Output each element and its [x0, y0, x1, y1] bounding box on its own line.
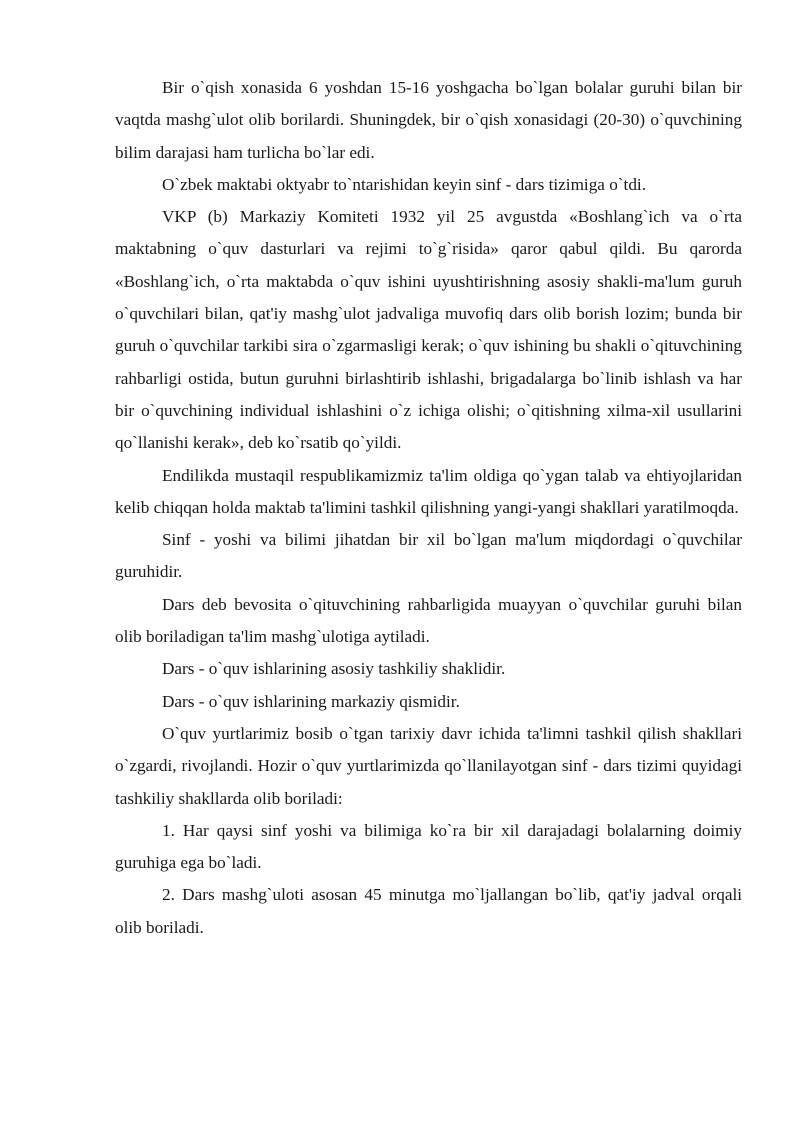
list-item-2: 2. Dars mashg`uloti asosan 45 minutga mo`ljallangan bo`lib, qat'iy jadval orqali olib boriladi. [115, 885, 742, 937]
paragraph-lesson-definition: Dars deb bevosita o`qituvchining rahbarligida muayyan o`quvchilar guruhi bilan olib boriladigan ta'lim mashg`ulotiga aytiladi. [115, 594, 742, 647]
document-page [115, 72, 742, 944]
paragraph-lesson-main-form: Dars - o`quv ishlarining asosiy tashkiliy shaklidir. [162, 659, 506, 679]
paragraph-lesson-central-part: Dars - o`quv ishlarining markaziy qismidir. [162, 691, 460, 711]
paragraph-new-forms: Endilikda mustaqil respublikamizmiz ta'lim oldiga qo`ygan talab va ehtiyojlaridan kelib chiqqan holda maktab ta'limini tashkil qilishning yangi-yangi shakllari yaratilmoqda. [115, 465, 742, 517]
paragraph-1932-decree: VKP (b) Markaziy Komiteti 1932 yil 25 avgustda «Boshlang`ich va o`rta maktabning o`quv dasturlari va rejimi to`g`risida» qaror qabul qildi. Bu qarorda «Boshlang`ich, o`rta maktabda o`quv ishini uyushtirishning asosiy shakli-ma'lum guruh o`quvchilari bilan, qat'iy mashg`ulot jadvaliga muvofiq dars olib borish lozim; bunda bir guruh o`quvchilar tarkibi sira o`zgarmasligi kerak; o`quv ishining bu shakli o`qituvchining rahbarligi ostida, butun guruhni birlashtirib ishlashi, brigadalarga bo`linib ishlash va har bir o`quvchining individual ishlashini o`z ichiga olishi; o`qitishning xilma-xil usullarini qo`llanishi kerak», deb ko`rsatib qo`yildi. [115, 207, 742, 453]
paragraph-class-definition: Sinf - yoshi va bilimi jihatdan bir xil bo`lgan ma'lum miqdordagi o`quvchilar guruhidir. [115, 530, 742, 582]
paragraph-organizational-forms: O`quv yurtlarimiz bosib o`tgan tarixiy davr ichida ta'limni tashkil qilish shakllari o`zgardi, rivojlandi. Hozir o`quv yurtlarimizda qo`llanilayotgan sinf - dars tizimi quyidagi tashkiliy shakllarda olib boriladi: [115, 723, 742, 808]
paragraph-multi-age-groups: Bir o`qish xonasida 6 yoshdan 15-16 yoshgacha bo`lgan bolalar guruhi bilan bir vaqtda mashg`ulot olib borilardi. Shuningdek, bir o`qish xonasidagi (20-30) o`quvchining bilim darajasi ham turlicha bo`lar edi. [115, 78, 742, 162]
list-item-1: 1. Har qaysi sinf yoshi va bilimiga ko`ra bir xil darajadagi bolalarning doimiy guruhiga ega bo`ladi. [115, 820, 742, 873]
paragraph-uzbek-school-transition: O`zbek maktabi oktyabr to`ntarishidan keyin sinf - dars tizimiga o`tdi. [162, 174, 646, 194]
